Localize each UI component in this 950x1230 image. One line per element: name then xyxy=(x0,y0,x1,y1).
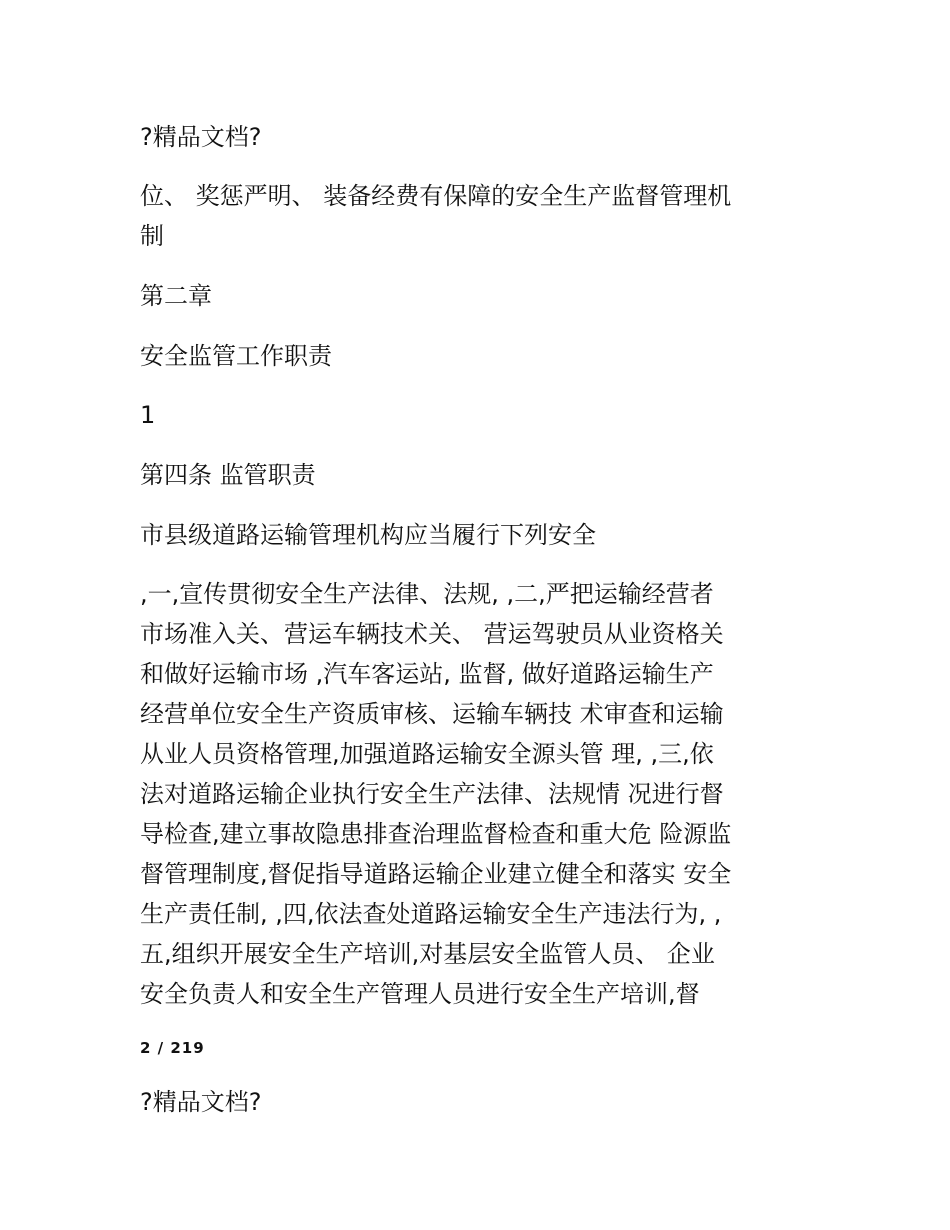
body-line: 导检查,建立事故隐患排查治理监督检查和重大危 险源监 xyxy=(140,820,732,848)
body-line: 生产责任制, ,四,依法查处道路运输安全生产违法行为, , xyxy=(140,900,722,928)
chapter-title: 安全监管工作职责 xyxy=(140,342,332,370)
intro-line: 制 xyxy=(140,222,164,250)
body-line: ,一,宣传贯彻安全生产法律、法规, ,二,严把运输经营者 xyxy=(140,580,714,608)
body-line: 安全负责人和安全生产管理人员进行安全生产培训,督 xyxy=(140,980,700,1008)
body-line: 五,组织开展安全生产培训,对基层安全监管人员、 企业 xyxy=(140,940,715,968)
body-line: 督管理制度,督促指导道路运输企业建立健全和落实 安全 xyxy=(140,860,732,888)
body-line: 和做好运输市场 ,汽车客运站, 监督, 做好道路运输生产 xyxy=(140,660,714,688)
body-paragraph xyxy=(140,579,820,1019)
page-header: ?精品文档? xyxy=(140,123,262,151)
section-number: 1 xyxy=(140,401,156,429)
body-line: 经营单位安全生产资质审核、运输车辆技 术审查和运输 xyxy=(140,700,724,728)
page-footer: ?精品文档? xyxy=(140,1088,262,1116)
body-line: 法对道路运输企业执行安全生产法律、法规情 况进行督 xyxy=(140,780,724,808)
chapter-heading: 第二章 xyxy=(140,282,212,310)
article-heading: 第四条 监管职责 xyxy=(140,461,316,489)
page-indicator: 2 / 219 xyxy=(140,1039,205,1057)
body-line: 从业人员资格管理,加强道路运输安全源头管 理, ,三,依 xyxy=(140,740,714,768)
article-intro: 市县级道路运输管理机构应当履行下列安全 xyxy=(140,521,596,549)
intro-paragraph xyxy=(140,181,820,261)
body-line: 市场准入关、营运车辆技术关、 营运驾驶员从业资格关 xyxy=(140,620,724,648)
intro-line: 位、 奖惩严明、 装备经费有保障的安全生产监督管理机 xyxy=(140,182,732,210)
